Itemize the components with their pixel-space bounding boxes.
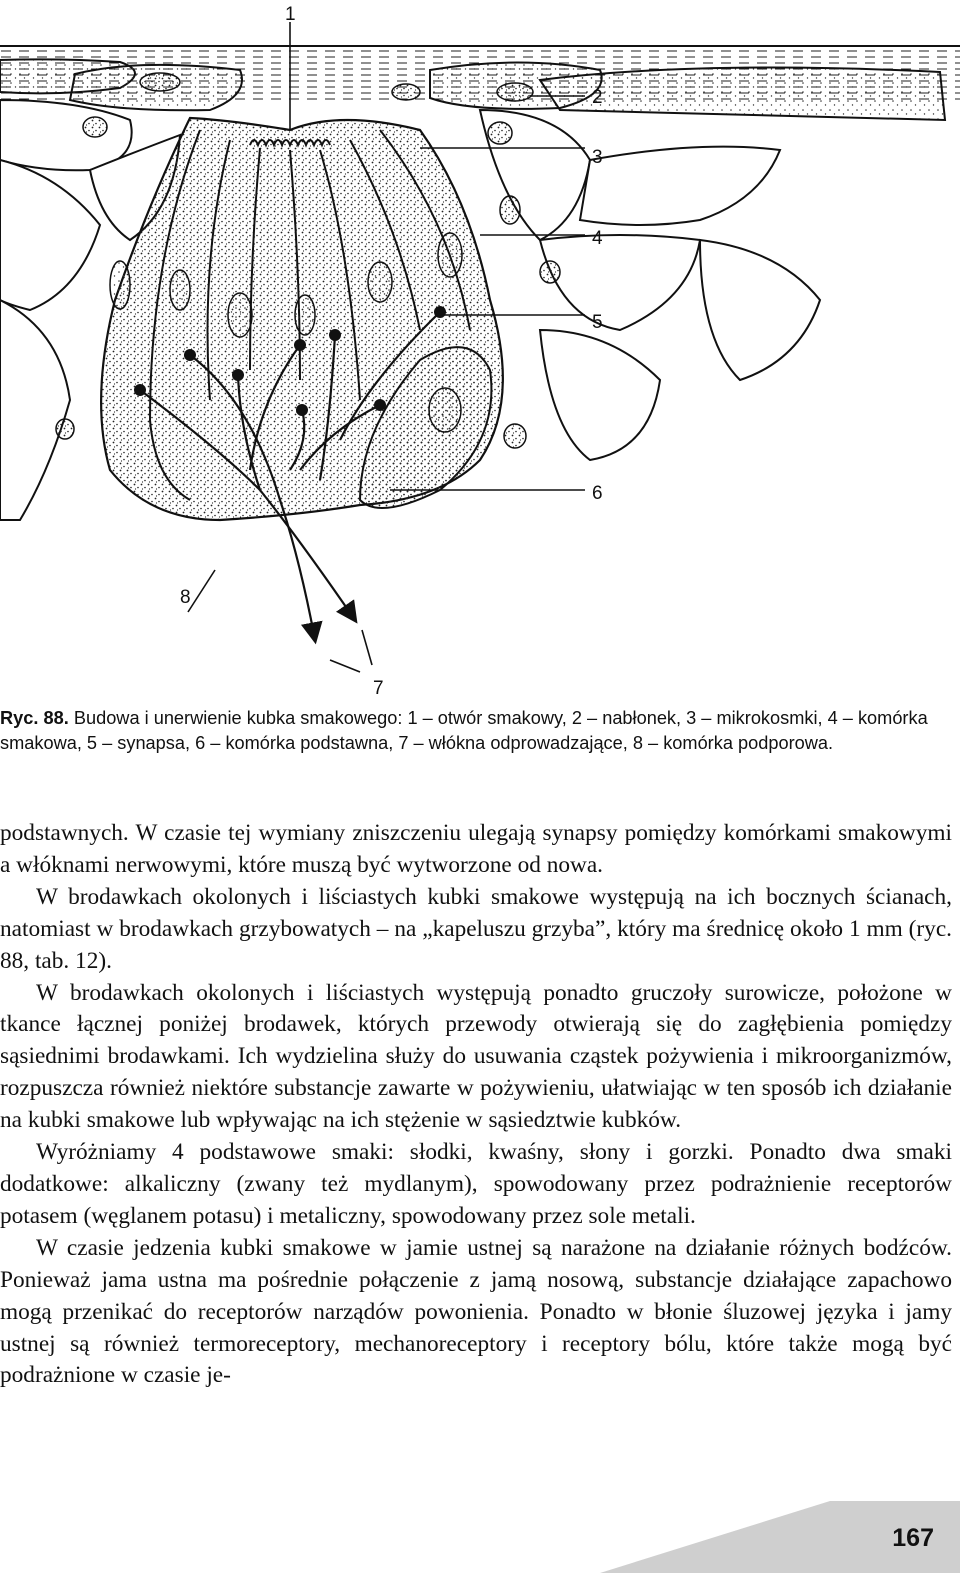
label-4: 4 bbox=[592, 228, 603, 249]
caption-figure-number: Ryc. 88. bbox=[0, 708, 69, 728]
taste-bud-figure bbox=[0, 0, 960, 700]
page-number: 167 bbox=[892, 1524, 934, 1552]
body-text bbox=[0, 818, 952, 1392]
paragraph-4: Wyróżniamy 4 podstawowe smaki: słodki, kwaśny, słony i gorzki. Ponadto dwa smaki dodatkowe: alkaliczny (zwany też mydlanym), spowodowany przez podrażnienie receptorów potasem (węglanem potasu) i metaliczny, spowodowany przez sole metali. bbox=[0, 1139, 952, 1229]
label-6: 6 bbox=[592, 483, 603, 504]
label-2: 2 bbox=[592, 87, 603, 108]
label-1: 1 bbox=[285, 4, 296, 25]
label-3: 3 bbox=[592, 147, 603, 168]
label-8: 8 bbox=[180, 587, 191, 608]
paragraph-2: W brodawkach okolonych i liściastych kubki smakowe występują na ich bocznych ścianach, natomiast w brodawkach grzybowatych – na „kapeluszu grzyba”, który ma średnicę około 1 mm (ryc. 88, tab. 12). bbox=[0, 883, 952, 974]
label-5: 5 bbox=[592, 312, 603, 333]
paragraph-1: podstawnych. W czasie tej wymiany zniszczeniu ulegają synapsy pomiędzy komórkami smakowymi a włóknami nerwowymi, które muszą być wytworzone od nowa. bbox=[0, 820, 952, 878]
page-number-tab bbox=[0, 1493, 960, 1573]
taste-bud-illustration bbox=[0, 0, 960, 700]
label-7: 7 bbox=[373, 678, 384, 699]
caption-text: Budowa i unerwienie kubka smakowego: 1 – otwór smakowy, 2 – nabłonek, 3 – mikrokosmki, 4 – komórka smakowa, 5 – synapsa, 6 – komórka podstawna, 7 – włókna odprowadzające, 8 – komórka podporowa. bbox=[0, 708, 928, 753]
taste-bud bbox=[101, 118, 503, 520]
figure-caption bbox=[0, 706, 952, 756]
paragraph-3: W brodawkach okolonych i liściastych występują ponadto gruczoły surowicze, położone w tkance łącznej poniżej brodawek, których przewody otwierają się do zagłębienia pomiędzy sąsiednimi brodawkami. Ich wydzielina służy do usuwania cząstek pożywienia i mikroorganizmów, rozpuszcza również niektóre substancje zawarte w pożywieniu, ułatwiając w ten sposób ich działanie na kubki smakowe lub wpływając na ich stężenie w sąsiedztwie kubków. bbox=[0, 979, 952, 1134]
paragraph-5: W czasie jedzenia kubki smakowe w jamie ustnej są narażone na działanie różnych bodźców. Ponieważ jama ustna ma pośrednie połączenie z jamą nosową, substancje działające zapachowo mogą przenikać do receptorów narządów powonienia. Ponadto w błonie śluzowej języka i jamy ustnej są również termoreceptory, mechanoreceptory i receptory bólu, które także mogą być podrażnione w czasie je- bbox=[0, 1234, 952, 1389]
